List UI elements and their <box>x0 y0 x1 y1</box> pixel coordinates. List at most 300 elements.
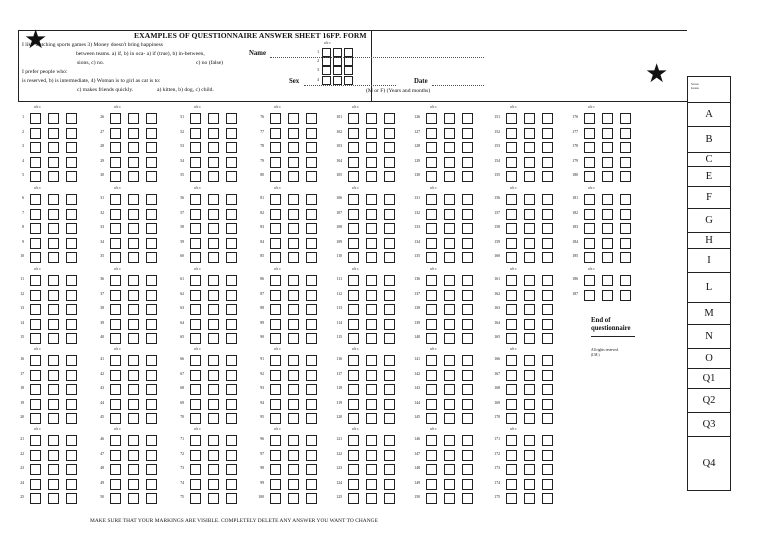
answer-box[interactable] <box>384 450 395 461</box>
answer-box[interactable] <box>128 113 139 124</box>
answer-box[interactable] <box>110 384 121 395</box>
answer-box[interactable] <box>506 435 517 446</box>
answer-box[interactable] <box>524 450 535 461</box>
answer-box[interactable] <box>366 493 377 504</box>
answer-box[interactable] <box>208 142 219 153</box>
answer-box[interactable] <box>462 171 473 182</box>
answer-box[interactable] <box>288 319 299 330</box>
answer-box[interactable] <box>110 319 121 330</box>
answer-box[interactable] <box>226 399 237 410</box>
answer-box[interactable] <box>366 113 377 124</box>
score-factor-cell[interactable]: G <box>688 209 730 233</box>
answer-box[interactable] <box>146 493 157 504</box>
answer-box[interactable] <box>444 355 455 366</box>
answer-box[interactable] <box>190 399 201 410</box>
answer-box[interactable] <box>506 128 517 139</box>
answer-box[interactable] <box>542 333 553 344</box>
answer-box[interactable] <box>226 413 237 424</box>
answer-box[interactable] <box>306 493 317 504</box>
answer-box[interactable] <box>584 113 595 124</box>
score-factor-cell[interactable]: M <box>688 303 730 325</box>
score-factor-cell[interactable]: Q1 <box>688 369 730 389</box>
answer-box[interactable] <box>190 209 201 220</box>
answer-box[interactable] <box>366 304 377 315</box>
answer-box[interactable] <box>426 113 437 124</box>
answer-box[interactable] <box>384 413 395 424</box>
answer-box[interactable] <box>48 290 59 301</box>
answer-box[interactable] <box>384 333 395 344</box>
answer-box[interactable] <box>602 252 613 263</box>
answer-box[interactable] <box>110 252 121 263</box>
answer-box[interactable] <box>348 275 359 286</box>
answer-box[interactable] <box>226 435 237 446</box>
answer-box[interactable] <box>542 413 553 424</box>
answer-box[interactable] <box>348 252 359 263</box>
answer-box[interactable] <box>66 370 77 381</box>
answer-box[interactable] <box>288 450 299 461</box>
answer-box[interactable] <box>146 450 157 461</box>
answer-box[interactable] <box>602 290 613 301</box>
answer-box[interactable] <box>348 113 359 124</box>
answer-box[interactable] <box>524 479 535 490</box>
answer-box[interactable] <box>288 113 299 124</box>
answer-box[interactable] <box>444 157 455 168</box>
example-answer-box[interactable] <box>344 57 353 66</box>
answer-box[interactable] <box>66 479 77 490</box>
answer-box[interactable] <box>444 304 455 315</box>
answer-box[interactable] <box>584 290 595 301</box>
answer-box[interactable] <box>384 493 395 504</box>
answer-box[interactable] <box>190 384 201 395</box>
answer-box[interactable] <box>190 304 201 315</box>
answer-box[interactable] <box>506 223 517 234</box>
answer-box[interactable] <box>348 142 359 153</box>
answer-box[interactable] <box>288 275 299 286</box>
answer-box[interactable] <box>208 238 219 249</box>
answer-box[interactable] <box>366 194 377 205</box>
answer-box[interactable] <box>208 355 219 366</box>
answer-box[interactable] <box>348 399 359 410</box>
answer-box[interactable] <box>190 413 201 424</box>
answer-box[interactable] <box>584 171 595 182</box>
answer-box[interactable] <box>620 128 631 139</box>
answer-box[interactable] <box>208 413 219 424</box>
answer-box[interactable] <box>66 493 77 504</box>
answer-box[interactable] <box>288 435 299 446</box>
answer-box[interactable] <box>226 209 237 220</box>
answer-box[interactable] <box>146 113 157 124</box>
answer-box[interactable] <box>190 479 201 490</box>
answer-box[interactable] <box>226 252 237 263</box>
answer-box[interactable] <box>208 399 219 410</box>
answer-box[interactable] <box>506 450 517 461</box>
answer-box[interactable] <box>426 479 437 490</box>
answer-box[interactable] <box>444 413 455 424</box>
answer-box[interactable] <box>524 238 535 249</box>
answer-box[interactable] <box>620 209 631 220</box>
answer-box[interactable] <box>542 113 553 124</box>
answer-box[interactable] <box>602 113 613 124</box>
answer-box[interactable] <box>444 464 455 475</box>
answer-box[interactable] <box>110 290 121 301</box>
answer-box[interactable] <box>270 142 281 153</box>
answer-box[interactable] <box>348 209 359 220</box>
answer-box[interactable] <box>306 171 317 182</box>
answer-box[interactable] <box>384 370 395 381</box>
answer-box[interactable] <box>128 194 139 205</box>
answer-box[interactable] <box>208 370 219 381</box>
answer-box[interactable] <box>66 464 77 475</box>
answer-box[interactable] <box>348 333 359 344</box>
answer-box[interactable] <box>542 304 553 315</box>
answer-box[interactable] <box>146 171 157 182</box>
answer-box[interactable] <box>190 435 201 446</box>
answer-box[interactable] <box>620 275 631 286</box>
answer-box[interactable] <box>66 333 77 344</box>
answer-box[interactable] <box>66 435 77 446</box>
answer-box[interactable] <box>226 128 237 139</box>
answer-box[interactable] <box>66 290 77 301</box>
answer-box[interactable] <box>524 194 535 205</box>
answer-box[interactable] <box>506 275 517 286</box>
score-factor-cell[interactable]: C <box>688 153 730 167</box>
answer-box[interactable] <box>270 171 281 182</box>
answer-box[interactable] <box>584 238 595 249</box>
answer-box[interactable] <box>226 319 237 330</box>
answer-box[interactable] <box>190 194 201 205</box>
answer-box[interactable] <box>48 128 59 139</box>
answer-box[interactable] <box>30 142 41 153</box>
answer-box[interactable] <box>190 223 201 234</box>
answer-box[interactable] <box>348 413 359 424</box>
answer-box[interactable] <box>270 290 281 301</box>
answer-box[interactable] <box>306 157 317 168</box>
answer-box[interactable] <box>226 275 237 286</box>
answer-box[interactable] <box>462 333 473 344</box>
answer-box[interactable] <box>426 464 437 475</box>
answer-box[interactable] <box>524 493 535 504</box>
answer-box[interactable] <box>444 223 455 234</box>
answer-box[interactable] <box>48 450 59 461</box>
answer-box[interactable] <box>270 370 281 381</box>
answer-box[interactable] <box>426 275 437 286</box>
answer-box[interactable] <box>506 194 517 205</box>
answer-box[interactable] <box>506 157 517 168</box>
answer-box[interactable] <box>306 252 317 263</box>
answer-box[interactable] <box>226 370 237 381</box>
answer-box[interactable] <box>128 413 139 424</box>
answer-box[interactable] <box>110 113 121 124</box>
answer-box[interactable] <box>48 479 59 490</box>
answer-box[interactable] <box>190 370 201 381</box>
answer-box[interactable] <box>444 333 455 344</box>
answer-box[interactable] <box>348 194 359 205</box>
answer-box[interactable] <box>542 238 553 249</box>
answer-box[interactable] <box>30 113 41 124</box>
score-factor-cell[interactable]: O <box>688 349 730 369</box>
answer-box[interactable] <box>30 319 41 330</box>
answer-box[interactable] <box>190 450 201 461</box>
answer-box[interactable] <box>128 370 139 381</box>
answer-box[interactable] <box>366 252 377 263</box>
answer-box[interactable] <box>348 238 359 249</box>
answer-box[interactable] <box>190 333 201 344</box>
answer-box[interactable] <box>384 113 395 124</box>
answer-box[interactable] <box>444 479 455 490</box>
answer-box[interactable] <box>524 333 535 344</box>
answer-box[interactable] <box>110 355 121 366</box>
answer-box[interactable] <box>146 384 157 395</box>
answer-box[interactable] <box>348 493 359 504</box>
answer-box[interactable] <box>128 319 139 330</box>
answer-box[interactable] <box>110 464 121 475</box>
answer-box[interactable] <box>444 128 455 139</box>
answer-box[interactable] <box>542 209 553 220</box>
answer-box[interactable] <box>128 355 139 366</box>
answer-box[interactable] <box>524 399 535 410</box>
answer-box[interactable] <box>146 223 157 234</box>
answer-box[interactable] <box>506 464 517 475</box>
answer-box[interactable] <box>270 128 281 139</box>
answer-box[interactable] <box>110 493 121 504</box>
answer-box[interactable] <box>270 319 281 330</box>
answer-box[interactable] <box>602 238 613 249</box>
answer-box[interactable] <box>128 479 139 490</box>
answer-box[interactable] <box>426 194 437 205</box>
answer-box[interactable] <box>426 355 437 366</box>
answer-box[interactable] <box>146 275 157 286</box>
answer-box[interactable] <box>366 384 377 395</box>
answer-box[interactable] <box>366 142 377 153</box>
answer-box[interactable] <box>128 275 139 286</box>
answer-box[interactable] <box>66 399 77 410</box>
answer-box[interactable] <box>30 290 41 301</box>
answer-box[interactable] <box>542 171 553 182</box>
answer-box[interactable] <box>620 113 631 124</box>
answer-box[interactable] <box>66 413 77 424</box>
answer-box[interactable] <box>190 142 201 153</box>
answer-box[interactable] <box>602 275 613 286</box>
answer-box[interactable] <box>306 413 317 424</box>
answer-box[interactable] <box>444 435 455 446</box>
answer-box[interactable] <box>584 252 595 263</box>
answer-box[interactable] <box>462 413 473 424</box>
example-answer-box[interactable] <box>333 57 342 66</box>
example-answer-box[interactable] <box>322 57 331 66</box>
answer-box[interactable] <box>462 142 473 153</box>
answer-box[interactable] <box>524 209 535 220</box>
score-factor-cell[interactable]: A <box>688 103 730 127</box>
answer-box[interactable] <box>384 252 395 263</box>
answer-box[interactable] <box>462 275 473 286</box>
answer-box[interactable] <box>620 238 631 249</box>
answer-box[interactable] <box>384 304 395 315</box>
answer-box[interactable] <box>524 157 535 168</box>
answer-box[interactable] <box>110 370 121 381</box>
answer-box[interactable] <box>602 128 613 139</box>
answer-box[interactable] <box>306 370 317 381</box>
answer-box[interactable] <box>66 384 77 395</box>
answer-box[interactable] <box>506 413 517 424</box>
answer-box[interactable] <box>128 399 139 410</box>
answer-box[interactable] <box>128 128 139 139</box>
example-answer-box[interactable] <box>322 66 331 75</box>
answer-box[interactable] <box>270 450 281 461</box>
answer-box[interactable] <box>524 355 535 366</box>
answer-box[interactable] <box>524 435 535 446</box>
answer-box[interactable] <box>506 355 517 366</box>
answer-box[interactable] <box>348 171 359 182</box>
answer-box[interactable] <box>226 194 237 205</box>
answer-box[interactable] <box>348 157 359 168</box>
answer-box[interactable] <box>384 355 395 366</box>
answer-box[interactable] <box>48 355 59 366</box>
answer-box[interactable] <box>524 290 535 301</box>
answer-box[interactable] <box>48 333 59 344</box>
answer-box[interactable] <box>208 304 219 315</box>
answer-box[interactable] <box>542 370 553 381</box>
answer-box[interactable] <box>426 435 437 446</box>
answer-box[interactable] <box>48 319 59 330</box>
answer-box[interactable] <box>190 275 201 286</box>
answer-box[interactable] <box>542 142 553 153</box>
answer-box[interactable] <box>110 223 121 234</box>
answer-box[interactable] <box>348 450 359 461</box>
answer-box[interactable] <box>66 223 77 234</box>
answer-box[interactable] <box>288 194 299 205</box>
answer-box[interactable] <box>444 450 455 461</box>
score-factor-cell[interactable]: E <box>688 167 730 187</box>
answer-box[interactable] <box>542 435 553 446</box>
answer-box[interactable] <box>348 319 359 330</box>
answer-box[interactable] <box>270 493 281 504</box>
answer-box[interactable] <box>66 113 77 124</box>
answer-box[interactable] <box>30 435 41 446</box>
answer-box[interactable] <box>48 157 59 168</box>
answer-box[interactable] <box>270 275 281 286</box>
answer-box[interactable] <box>384 128 395 139</box>
answer-box[interactable] <box>542 493 553 504</box>
answer-box[interactable] <box>30 275 41 286</box>
answer-box[interactable] <box>366 413 377 424</box>
answer-box[interactable] <box>208 479 219 490</box>
answer-box[interactable] <box>384 157 395 168</box>
score-factor-cell[interactable]: B <box>688 127 730 153</box>
answer-box[interactable] <box>208 171 219 182</box>
answer-box[interactable] <box>506 479 517 490</box>
answer-box[interactable] <box>306 435 317 446</box>
answer-box[interactable] <box>288 209 299 220</box>
answer-box[interactable] <box>226 238 237 249</box>
answer-box[interactable] <box>128 142 139 153</box>
answer-box[interactable] <box>542 450 553 461</box>
answer-box[interactable] <box>208 333 219 344</box>
answer-box[interactable] <box>146 399 157 410</box>
answer-box[interactable] <box>366 464 377 475</box>
answer-box[interactable] <box>462 113 473 124</box>
answer-box[interactable] <box>366 479 377 490</box>
answer-box[interactable] <box>270 223 281 234</box>
answer-box[interactable] <box>208 450 219 461</box>
answer-box[interactable] <box>542 252 553 263</box>
answer-box[interactable] <box>30 370 41 381</box>
answer-box[interactable] <box>270 333 281 344</box>
answer-box[interactable] <box>128 171 139 182</box>
answer-box[interactable] <box>542 479 553 490</box>
answer-box[interactable] <box>542 355 553 366</box>
answer-box[interactable] <box>524 113 535 124</box>
answer-box[interactable] <box>426 209 437 220</box>
answer-box[interactable] <box>366 290 377 301</box>
answer-box[interactable] <box>30 399 41 410</box>
answer-box[interactable] <box>146 413 157 424</box>
answer-box[interactable] <box>30 157 41 168</box>
answer-box[interactable] <box>506 142 517 153</box>
answer-box[interactable] <box>226 223 237 234</box>
answer-box[interactable] <box>542 128 553 139</box>
answer-box[interactable] <box>208 223 219 234</box>
answer-box[interactable] <box>190 355 201 366</box>
answer-box[interactable] <box>306 464 317 475</box>
answer-box[interactable] <box>426 333 437 344</box>
answer-box[interactable] <box>306 290 317 301</box>
answer-box[interactable] <box>462 157 473 168</box>
answer-box[interactable] <box>288 171 299 182</box>
answer-box[interactable] <box>602 223 613 234</box>
answer-box[interactable] <box>306 238 317 249</box>
answer-box[interactable] <box>208 113 219 124</box>
answer-box[interactable] <box>506 171 517 182</box>
name-field[interactable] <box>270 50 484 58</box>
answer-box[interactable] <box>506 384 517 395</box>
score-factor-cell[interactable]: Q3 <box>688 413 730 437</box>
answer-box[interactable] <box>524 464 535 475</box>
answer-box[interactable] <box>226 493 237 504</box>
answer-box[interactable] <box>190 113 201 124</box>
answer-box[interactable] <box>288 142 299 153</box>
answer-box[interactable] <box>602 142 613 153</box>
answer-box[interactable] <box>128 157 139 168</box>
score-factor-cell[interactable]: I <box>688 249 730 273</box>
answer-box[interactable] <box>110 304 121 315</box>
answer-box[interactable] <box>208 275 219 286</box>
answer-box[interactable] <box>48 464 59 475</box>
answer-box[interactable] <box>306 399 317 410</box>
answer-box[interactable] <box>48 399 59 410</box>
answer-box[interactable] <box>542 275 553 286</box>
answer-box[interactable] <box>426 238 437 249</box>
score-factor-cell[interactable]: N <box>688 325 730 349</box>
answer-box[interactable] <box>426 399 437 410</box>
answer-box[interactable] <box>110 209 121 220</box>
answer-box[interactable] <box>146 209 157 220</box>
answer-box[interactable] <box>444 290 455 301</box>
answer-box[interactable] <box>348 304 359 315</box>
score-factor-cell[interactable]: Q2 <box>688 389 730 413</box>
answer-box[interactable] <box>288 384 299 395</box>
answer-box[interactable] <box>226 355 237 366</box>
answer-box[interactable] <box>128 493 139 504</box>
score-factor-cell[interactable]: Q4 <box>702 458 716 469</box>
score-factor-cell[interactable]: H <box>688 233 730 249</box>
answer-box[interactable] <box>128 450 139 461</box>
answer-box[interactable] <box>426 450 437 461</box>
answer-box[interactable] <box>426 384 437 395</box>
answer-box[interactable] <box>584 157 595 168</box>
answer-box[interactable] <box>270 157 281 168</box>
answer-box[interactable] <box>110 435 121 446</box>
answer-box[interactable] <box>270 464 281 475</box>
